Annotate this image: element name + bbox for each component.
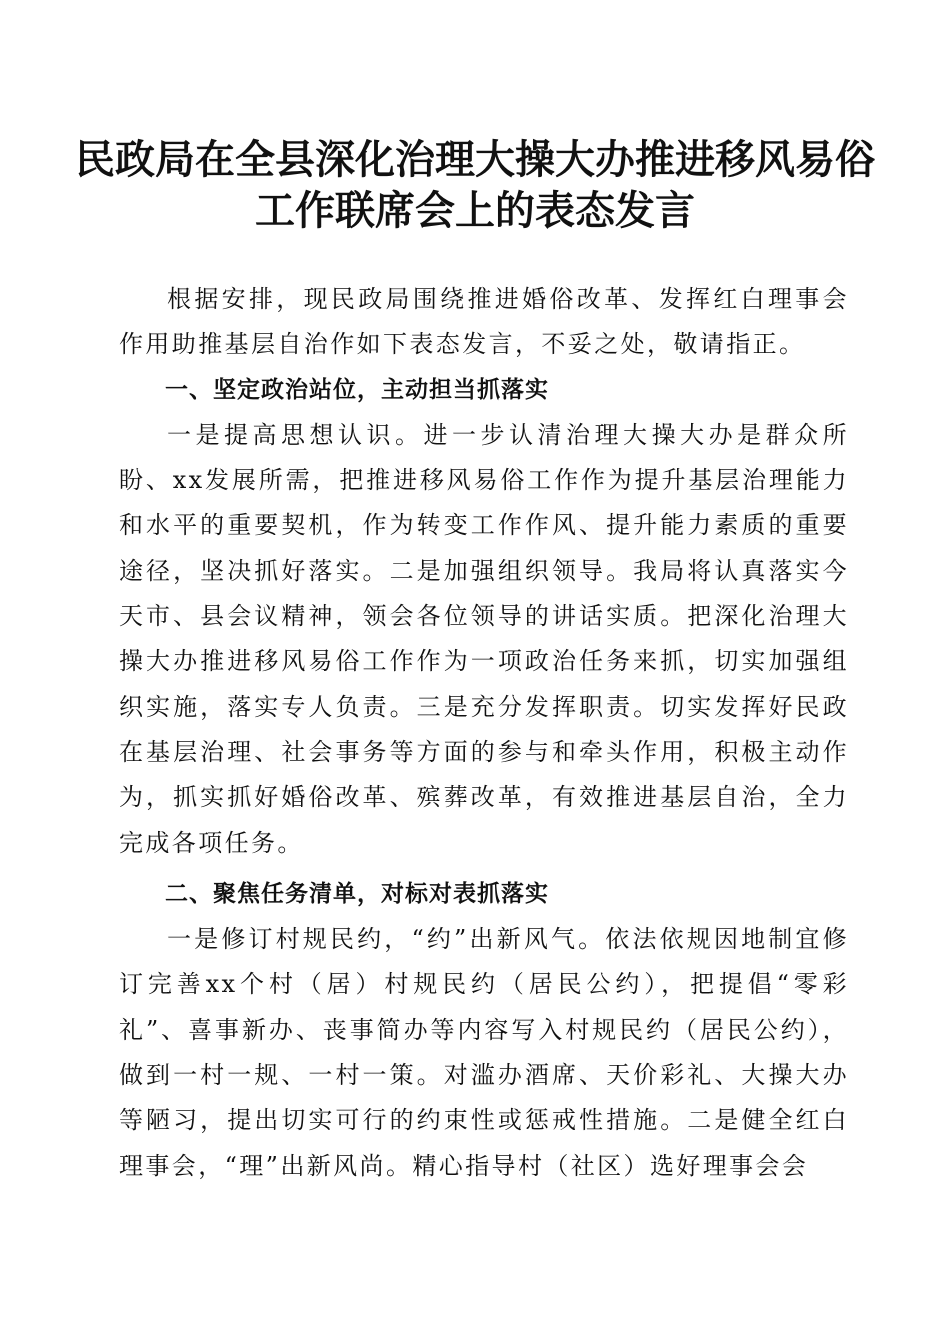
document-body bbox=[119, 277, 849, 1189]
section-1-heading: 一、坚定政治站位，主动担当抓落实 bbox=[165, 376, 549, 403]
section-2-heading: 二、聚焦任务清单，对标对表抓落实 bbox=[165, 880, 549, 907]
document-title-line-1: 民政局在全县深化治理大操大办推进移风易俗 bbox=[75, 136, 875, 183]
document-title-line-2: 工作联席会上的表态发言 bbox=[255, 187, 695, 234]
intro-paragraph: 根据安排，现民政局围绕推进婚俗改革、发挥红白理事会作用助推基层自治作如下表态发言，不妥之处，敬请指正。 bbox=[119, 285, 849, 359]
section-2-paragraph: 一是修订村规民约，“约”出新风气。依法依规因地制宜修订完善xx个村（居）村规民约（居民公约），把提倡“零彩礼”、喜事新办、丧事简办等内容写入村规民约（居民公约），做到一村一规、一村一策。对滥办酒席、天价彩礼、大操大办等陋习，提出切实可行的约束性或惩戒性措施。二是健全红白理事会，“理”出新风尚。精心指导村（社区）选好理事会会 bbox=[119, 925, 849, 1180]
section-1-paragraph: 一是提高思想认识。进一步认清治理大操大办是群众所盼、xx发展所需，把推进移风易俗工作作为提升基层治理能力和水平的重要契机，作为转变工作作风、提升能力素质的重要途径，坚决抓好落实。二是加强组织领导。我局将认真落实今天市、县会议精神，领会各位领导的讲话实质。把深化治理大操大办推进移风易俗工作作为一项政治任务来抓，切实加强组织实施，落实专人负责。三是充分发挥职责。切实发挥好民政在基层治理、社会事务等方面的参与和牵头作用，积极主动作为，抓实抓好婚俗改革、殡葬改革，有效推进基层自治，全力完成各项任务。 bbox=[119, 420, 849, 857]
